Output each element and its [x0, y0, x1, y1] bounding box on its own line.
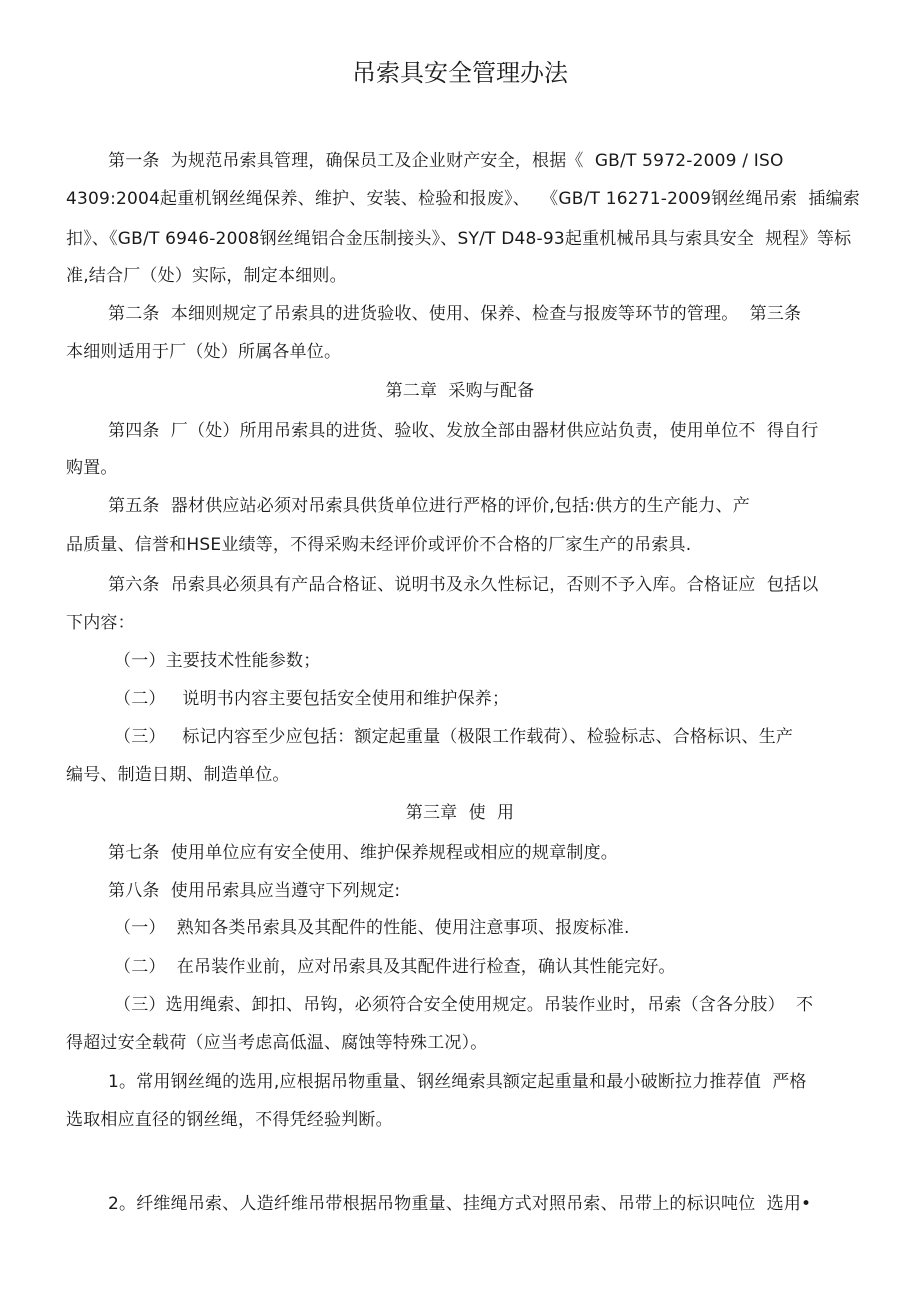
- document-title: 吊索具安全管理办法: [352, 59, 568, 87]
- text-line: 第五条 器材供应站必须对吊索具供货单位进行严格的评价,包括:供方的生产能力、产: [108, 496, 750, 516]
- text-line: 第一条 为规范吊索具管理，确保员工及企业财产安全，根据《 GB/T 5972-2009 / ISO: [108, 151, 784, 171]
- text-line: 购置。: [66, 458, 118, 478]
- text-line: 2。纤维绳吊索、人造纤维吊带根据吊物重量、挂绳方式对照吊索、吊带上的标识吨位 选用•: [108, 1194, 812, 1214]
- text-line: 扣》、《GB/T 6946-2008钢丝绳铝合金压制接头》、SY/T D48-93起重机械吊具与索具安全 规程》等标: [66, 229, 852, 249]
- list-item: （一）主要技术性能参数；: [114, 651, 321, 671]
- text-line: 品质量、信誉和HSE业绩等，不得采购未经评价或评价不合格的厂家生产的吊索具.: [66, 535, 692, 555]
- text-line: 第六条 吊索具必须具有产品合格证、说明书及永久性标记，否则不予入库。合格证应 包括以: [108, 575, 819, 595]
- text-line: 得超过安全载荷（应当考虑高低温、腐蚀等特殊工况）。: [66, 1033, 488, 1053]
- text-line: 本细则适用于厂（处）所属各单位。: [66, 342, 342, 362]
- text-line: 准,结合厂（处）实际，制定本细则。: [66, 266, 347, 286]
- list-item: （一） 熟知各类吊索具及其配件的性能、使用注意事项、报废标准.: [114, 918, 630, 938]
- text-line: 选取相应直径的钢丝绳，不得凭经验判断。: [66, 1110, 393, 1130]
- list-item: （三） 标记内容至少应包括：额定起重量（极限工作载荷）、检验标志、合格标识、生产: [114, 727, 794, 747]
- list-item: （二） 说明书内容主要包括安全使用和维护保养；: [114, 689, 510, 709]
- text-line: 第七条 使用单位应有安全使用、维护保养规程或相应的规章制度。: [108, 843, 619, 863]
- list-item: （三）选用绳索、卸扣、吊钩，必须符合安全使用规定。吊装作业时，吊索（含各分肢） 不: [114, 995, 814, 1015]
- text-line: 4309:2004起重机钢丝绳保养、维护、安装、检验和报废》、 《GB/T 16271-2009钢丝绳吊索 插编索: [66, 189, 860, 209]
- chapter-heading: 第三章 使 用: [405, 803, 515, 823]
- text-line: 第四条 厂（处）所用吊索具的进货、验收、发放全部由器材供应站负责，使用单位不 得自行: [108, 421, 819, 441]
- text-line: 1。常用钢丝绳的选用,应根据吊物重量、钢丝绳索具额定起重量和最小破断拉力推荐值 严格: [108, 1072, 807, 1092]
- text-line: 第二条 本细则规定了吊索具的进货验收、使用、保养、检查与报废等环节的管理。 第三条: [108, 304, 802, 324]
- chapter-heading: 第二章 采购与配备: [385, 381, 535, 401]
- text-line: 编号、制造日期、制造单位。: [66, 765, 290, 785]
- text-line: 第八条 使用吊索具应当遵守下列规定:: [108, 881, 401, 901]
- text-line: 下内容：: [66, 613, 135, 633]
- list-item: （二） 在吊装作业前，应对吊索具及其配件进行检查，确认其性能完好。: [114, 957, 676, 977]
